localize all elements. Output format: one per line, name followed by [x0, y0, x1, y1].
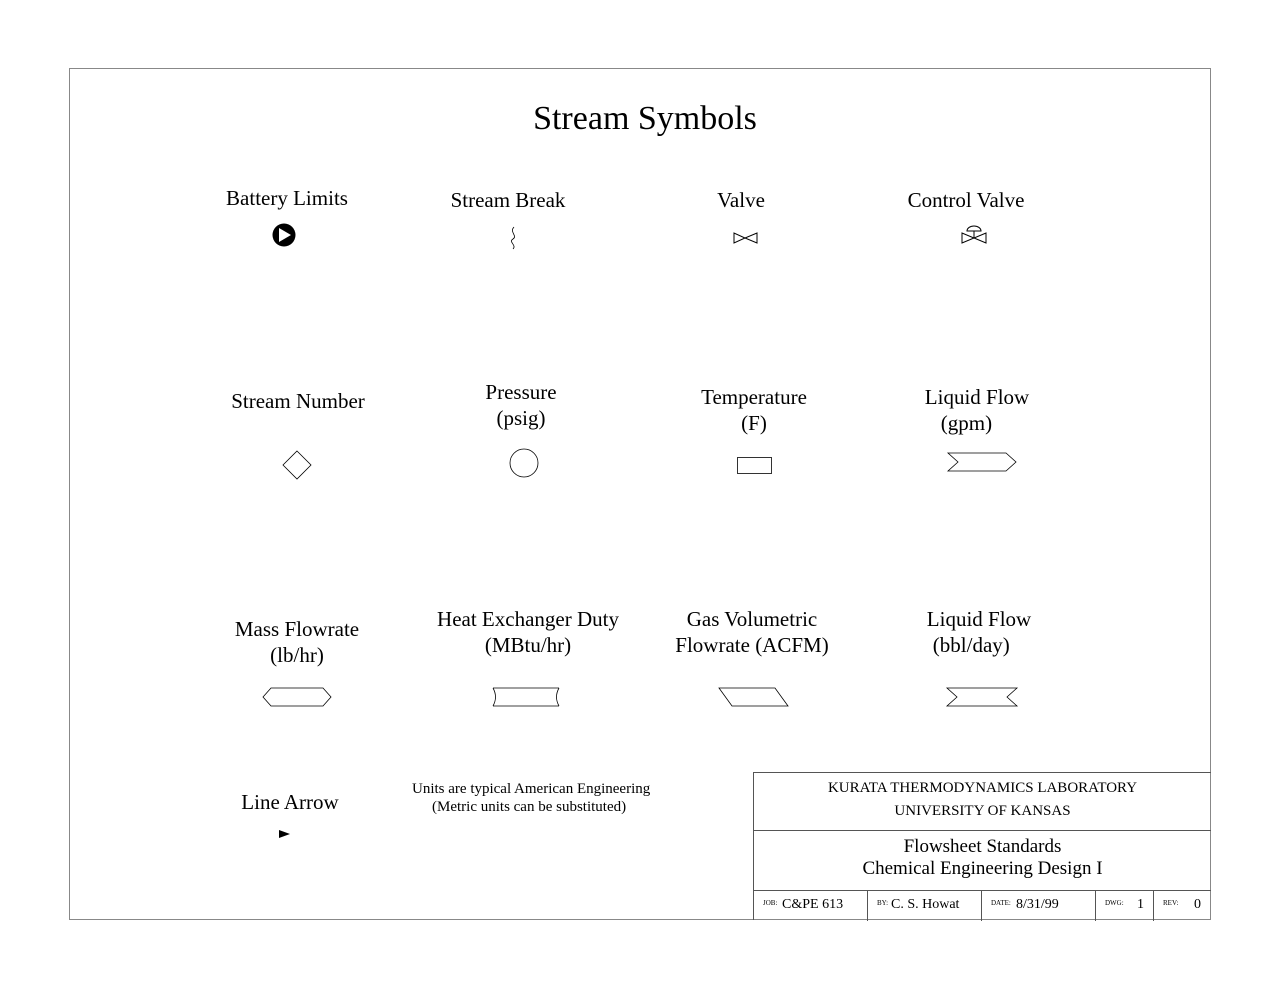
field-job-caption: JOB: — [763, 899, 778, 907]
valve-symbol — [732, 230, 760, 246]
label-temperature-line1: Temperature — [701, 385, 807, 409]
label-battery-limits: Battery Limits — [226, 186, 348, 210]
label-valve: Valve — [717, 188, 765, 212]
battery-limits-symbol — [270, 222, 298, 250]
temperature-rectangle-symbol — [736, 456, 774, 476]
field-date-caption: DATE: — [991, 899, 1011, 907]
gas-volumetric-parallelogram-symbol — [717, 686, 791, 708]
label-liquid-flow-bbl-line1: Liquid Flow — [926, 607, 1032, 631]
title-block-drawing-title — [754, 830, 1211, 891]
label-mass-flowrate-line1: Mass Flowrate — [234, 617, 360, 641]
field-date-value: 8/31/99 — [1016, 897, 1059, 912]
heat-exchanger-duty-symbol — [490, 686, 562, 708]
label-temperature-line2: (F) — [741, 411, 767, 435]
label-pressure-line1: Pressure — [485, 380, 557, 404]
units-note-line1: Units are typical American Engineering — [412, 781, 651, 797]
org-line1: KURATA THERMODYNAMICS LABORATORY — [827, 780, 1138, 796]
stream-number-diamond-symbol — [281, 450, 313, 480]
title-block-organization — [754, 773, 1211, 831]
units-note — [412, 780, 650, 816]
label-stream-number: Stream Number — [231, 389, 365, 413]
field-date — [982, 890, 1096, 921]
label-liquid-flow-bbl — [927, 606, 1031, 658]
title-block-fields — [754, 890, 1211, 921]
mass-flowrate-hexagon-symbol — [261, 686, 333, 708]
label-gas-volumetric — [675, 606, 828, 658]
field-rev-value: 0 — [1194, 897, 1201, 912]
liquid-flow-gpm-symbol — [946, 451, 1020, 473]
drawing-title-line1: Flowsheet Standards — [903, 836, 1062, 857]
label-liquid-flow-gpm — [925, 384, 1029, 436]
label-heat-exchanger-duty — [437, 606, 619, 658]
label-liquid-flow-gpm-line1: Liquid Flow — [924, 385, 1030, 409]
field-rev — [1154, 890, 1212, 921]
units-note-line2: (Metric units can be substituted) — [432, 799, 627, 815]
field-by-value: C. S. Howat — [891, 897, 960, 912]
stream-break-symbol — [506, 226, 520, 250]
field-job — [754, 890, 868, 921]
label-pressure — [485, 379, 556, 431]
label-mass-flowrate-line2: (lb/hr) — [270, 643, 324, 667]
org-line2: UNIVERSITY OF KANSAS — [894, 803, 1071, 819]
label-gas-volumetric-line1: Gas Volumetric — [686, 607, 818, 631]
field-dwg — [1096, 890, 1154, 921]
label-liquid-flow-gpm-line2: (gpm) — [940, 411, 993, 435]
field-dwg-caption: DWG: — [1105, 899, 1124, 907]
field-job-value: C&PE 613 — [782, 897, 844, 912]
label-mass-flowrate — [235, 616, 359, 668]
label-gas-volumetric-line2: Flowrate (ACFM) — [675, 633, 829, 657]
label-line-arrow: Line Arrow — [241, 790, 339, 814]
field-by — [868, 890, 982, 921]
label-pressure-line2: (psig) — [496, 406, 546, 430]
drawing-title-line2: Chemical Engineering Design I — [862, 858, 1103, 879]
label-temperature — [701, 384, 807, 436]
label-stream-break: Stream Break — [450, 188, 566, 212]
pressure-circle-symbol — [508, 447, 540, 479]
field-rev-caption: REV: — [1163, 899, 1179, 907]
line-arrow-symbol — [278, 828, 292, 840]
label-heat-exchanger-duty-line1: Heat Exchanger Duty — [437, 607, 619, 631]
field-dwg-value: 1 — [1137, 897, 1144, 912]
liquid-flow-bbl-symbol — [945, 686, 1021, 708]
field-by-caption: BY: — [877, 899, 889, 907]
label-control-valve: Control Valve — [907, 188, 1025, 212]
title-block — [753, 772, 1211, 920]
label-liquid-flow-bbl-line2: (bbl/day) — [932, 633, 1010, 657]
control-valve-symbol — [960, 224, 988, 246]
label-heat-exchanger-duty-line2: (MBtu/hr) — [484, 633, 572, 657]
page-title: Stream Symbols — [533, 100, 757, 137]
